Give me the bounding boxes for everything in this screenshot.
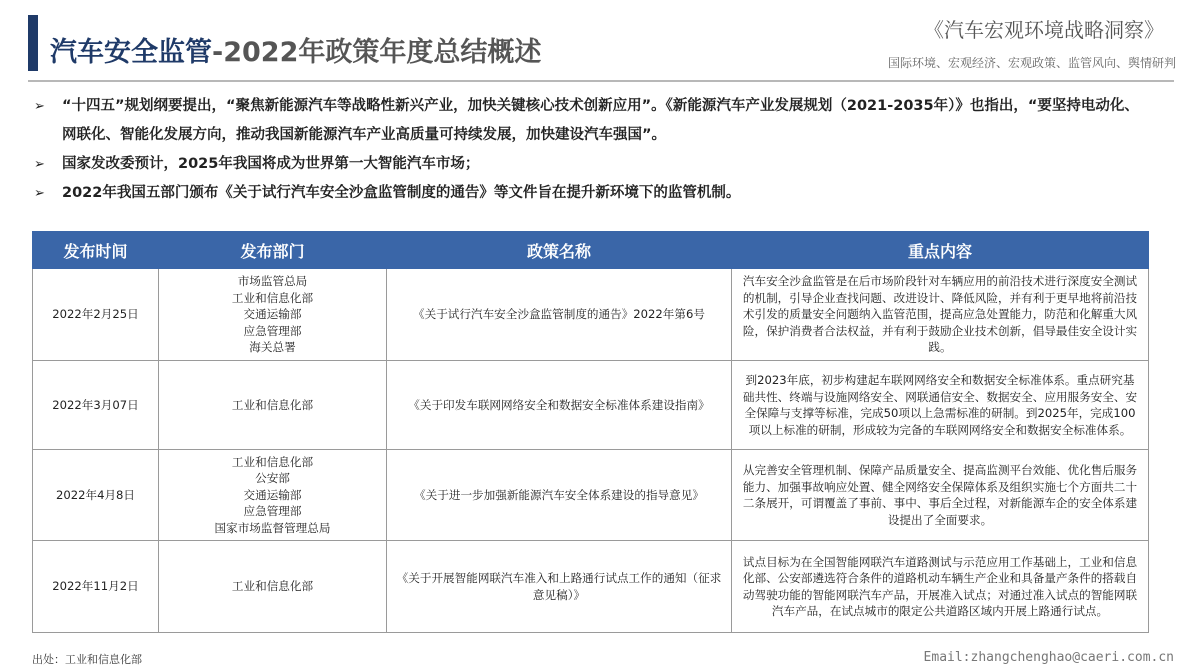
bullet-item [34,92,1144,150]
title-accent-bar [28,15,38,71]
bullet-arrow-icon: ➢ [34,99,45,114]
bullet-arrow-icon: ➢ [34,186,45,201]
page-title-rest: -2022年政策年度总结概述 [212,37,542,68]
bullet-list [34,92,1144,208]
cell-date: 2022年3月07日 [33,361,159,450]
department: 工业和信息化部 [231,290,314,305]
page-title [50,30,541,69]
contact-email: Email:zhangchenghao@caeri.com.cn [923,650,1174,665]
table-header-row [33,232,1149,269]
department: 海关总署 [249,340,296,355]
header-divider [28,80,1174,82]
cell-departments [159,450,387,541]
bullet-text: 2022年我国五部门颁布《关于试行汽车安全沙盒监管制度的通告》等文件旨在提升新环境下的监管机制。 [62,185,741,201]
source-note: 出处：工业和信息化部 [32,653,142,666]
cell-key-content: 到2023年底，初步构建起车联网网络安全和数据安全标准体系。重点研究基础共性、终端与设施网络安全、网联通信安全、数据安全、应用服务安全、安全保障与支撑等标准，完成50项以上急需标准的研制。到2025年，完成100项以上标准的研制，形成较为完备的车联网网络安全和数据安全标准体系。 [732,361,1149,450]
page-title-main: 汽车安全监管 [50,37,212,68]
department: 应急管理部 [243,504,302,519]
cell-policy: 《关于开展智能网联汽车准入和上路通行试点工作的通知（征求意见稿）》 [387,541,732,633]
department: 工业和信息化部 [231,397,314,412]
cell-date: 2022年11月2日 [33,541,159,633]
bullet-item [34,179,1144,208]
cell-date: 2022年2月25日 [33,269,159,361]
department: 交通运输部 [243,487,302,502]
bullet-item [34,150,1144,179]
cell-departments [159,541,387,633]
department: 公安部 [255,471,290,486]
department: 工业和信息化部 [231,454,314,469]
table-row [33,541,1149,633]
header-department: 发布部门 [159,232,387,269]
table-row [33,450,1149,541]
table-row [33,269,1149,361]
cell-date: 2022年4月8日 [33,450,159,541]
department: 市场监管总局 [237,274,308,289]
cell-key-content: 试点目标为在全国智能网联汽车道路测试与示范应用工作基础上，工业和信息化部、公安部遴选符合条件的道路机动车辆生产企业和具备量产条件的搭载自动驾驶功能的智能网联汽车产品，开展准入试点；对通过准入试点的智能网联汽车产品，在试点城市的限定公共道路区域内开展上路通行试点。 [732,541,1149,633]
header-date: 发布时间 [33,232,159,269]
department: 应急管理部 [243,323,302,338]
cell-policy: 《关于印发车联网网络安全和数据安全标准体系建设指南》 [387,361,732,450]
report-title: 《汽车宏观环境战略洞察》 [924,18,1164,42]
cell-departments [159,361,387,450]
bullet-arrow-icon: ➢ [34,157,45,172]
cell-key-content: 从完善安全管理机制、保障产品质量安全、提高监测平台效能、优化售后服务能力、加强事故响应处置、健全网络安全保障体系及组织实施七个方面共二十二条展开，可谓覆盖了事前、事中、事后全过程，对新能源车企的安全体系建设提出了全面要求。 [732,450,1149,541]
cell-departments [159,269,387,361]
bullet-text: 国家发改委预计，2025年我国将成为世界第一大智能汽车市场； [62,156,480,172]
bullet-text: “十四五”规划纲要提出，“聚焦新能源汽车等战略性新兴产业，加快关键核心技术创新应用”。《新能源汽车产业发展规划（2021-2035年）》也指出，“要坚持电动化、网联化、智能化发展方向，推动我国新能源汽车产业高质量可持续发展，加快建设汽车强国”。 [62,98,1139,143]
department: 交通运输部 [243,307,302,322]
cell-policy: 《关于进一步加强新能源汽车安全体系建设的指导意见》 [387,450,732,541]
report-subtitle: 国际环境、宏观经济、宏观政策、监管风向、舆情研判 [887,56,1176,70]
cell-policy: 《关于试行汽车安全沙盒监管制度的通告》2022年第6号 [387,269,732,361]
table-row [33,361,1149,450]
department: 工业和信息化部 [231,579,314,594]
policy-table [32,231,1149,633]
header-policy-name: 政策名称 [387,232,732,269]
department: 国家市场监督管理总局 [214,520,331,535]
header-key-content: 重点内容 [732,232,1149,269]
cell-key-content: 汽车安全沙盒监管是在后市场阶段针对车辆应用的前沿技术进行深度安全测试的机制，引导企业查找问题、改进设计、降低风险，并有利于更早地将前沿技术引发的质量安全问题纳入监管范围，提高应急处置能力，防范和化解重大风险，保护消费者合法权益，并有利于鼓励企业技术创新，倡导最佳安全设计实践。 [732,269,1149,361]
